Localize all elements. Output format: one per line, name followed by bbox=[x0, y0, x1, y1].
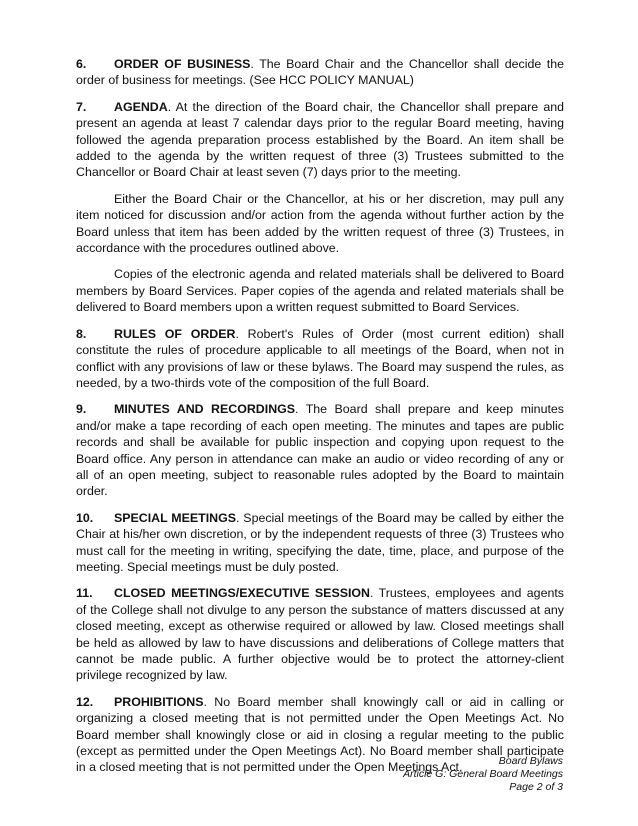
section-heading: PROHIBITIONS bbox=[114, 694, 204, 709]
section-heading: MINUTES AND RECORDINGS bbox=[114, 402, 296, 417]
section-text: . Robert's Rules of Order (most current edition) shall constitute the rules of procedure applicable to all meetings of the Board, when not in conflict with any provisions of law or these bylaws. The Board may suspend the rules, as needed, by a two-thirds vote of the composition of the full Board. bbox=[76, 326, 564, 390]
section-text: . No Board member shall knowingly call or aid in calling or organizing a closed meeting that is not permitted under the Open Meetings Act. No Board member shall knowingly close or aid in closing a regular meeting to the public (except as permitted under the Open Meetings Act). No Board member shall participate in a closed meeting that is not permitted under the Open Meetings Act. bbox=[76, 694, 564, 775]
section-6 bbox=[76, 56, 564, 89]
footer-article-title: Article G: General Board Meetings bbox=[403, 768, 563, 781]
section-text: . The Board shall prepare and keep minutes and/or make a tape recording of each open meeting. The minutes and tapes are public records and shall be available for public inspection and copying upon request to the Board office. Any person in attendance can make an audio or video recording of any or all of an open meeting, subject to reasonable rules adopted by the Board to maintain order. bbox=[76, 402, 564, 499]
section-number: 10. bbox=[76, 510, 94, 525]
section-number: 12. bbox=[76, 694, 94, 709]
section-heading: CLOSED MEETINGS/EXECUTIVE SESSION bbox=[114, 586, 370, 601]
section-text: . Special meetings of the Board may be called by either the Chair at his/her own discretion, or by the independent requests of three (3) Trustees who must call for the meeting in writing, specifying the date, time, place, and purpose of the meeting. Special meetings must be duly posted. bbox=[76, 510, 565, 574]
section-number: 7. bbox=[76, 99, 87, 114]
section-11 bbox=[76, 585, 564, 683]
section-heading: AGENDA bbox=[114, 99, 168, 114]
footer-document-title: Board Bylaws bbox=[498, 755, 563, 767]
section-number: 8. bbox=[76, 326, 87, 341]
section-text: . The Board Chair and the Chancellor shall decide the order of business for meetings. (See HCC POLICY MANUAL) bbox=[76, 57, 565, 88]
section-text: . At the direction of the Board chair, the Chancellor shall prepare and present an agenda at least 7 calendar days prior to the regular Board meeting, having followed the agenda preparation process established by the Board. An item shall be added to the agenda by the written request of three (3) Trustees submitted to the Chancellor or Board Chair at least seven (7) days prior to the meeting. bbox=[76, 99, 564, 180]
section-heading: SPECIAL MEETINGS bbox=[114, 510, 237, 525]
section-text: . Trustees, employees and agents of the College shall not divulge to any person the substance of matters discussed at any closed meeting, except as otherwise required or allowed by law. Closed meetings shall be held as allowed by law to have discussions and deliberations of College matters that cannot be made public. A further objective would be to protect the attorney-client privilege recognized by law. bbox=[76, 586, 564, 683]
section-7 bbox=[76, 99, 564, 181]
page-footer bbox=[403, 755, 563, 795]
section-10 bbox=[76, 510, 564, 576]
section-heading: RULES OF ORDER bbox=[114, 326, 236, 341]
document-page bbox=[76, 56, 564, 786]
section-number: 11. bbox=[76, 586, 93, 601]
section-number: 9. bbox=[76, 402, 87, 417]
section-9 bbox=[76, 401, 564, 499]
section-7-paragraph-2: Either the Board Chair or the Chancellor, at his or her discretion, may pull any item noticed for discussion and/or action from the agenda without further action by the Board unless that item has been added by the written request of three (3) Trustees, in accordance with the procedures outlined above. bbox=[76, 191, 564, 256]
section-heading: ORDER OF BUSINESS bbox=[114, 57, 251, 71]
section-7-paragraph-3: Copies of the electronic agenda and related materials shall be delivered to Board members by Board Services. Paper copies of the agenda and related materials shall be delivered to Board members upon a written request submitted to Board Services. bbox=[76, 267, 564, 315]
section-number: 6. bbox=[76, 57, 87, 71]
footer-page-number: Page 2 of 3 bbox=[509, 781, 563, 794]
section-8 bbox=[76, 326, 564, 392]
